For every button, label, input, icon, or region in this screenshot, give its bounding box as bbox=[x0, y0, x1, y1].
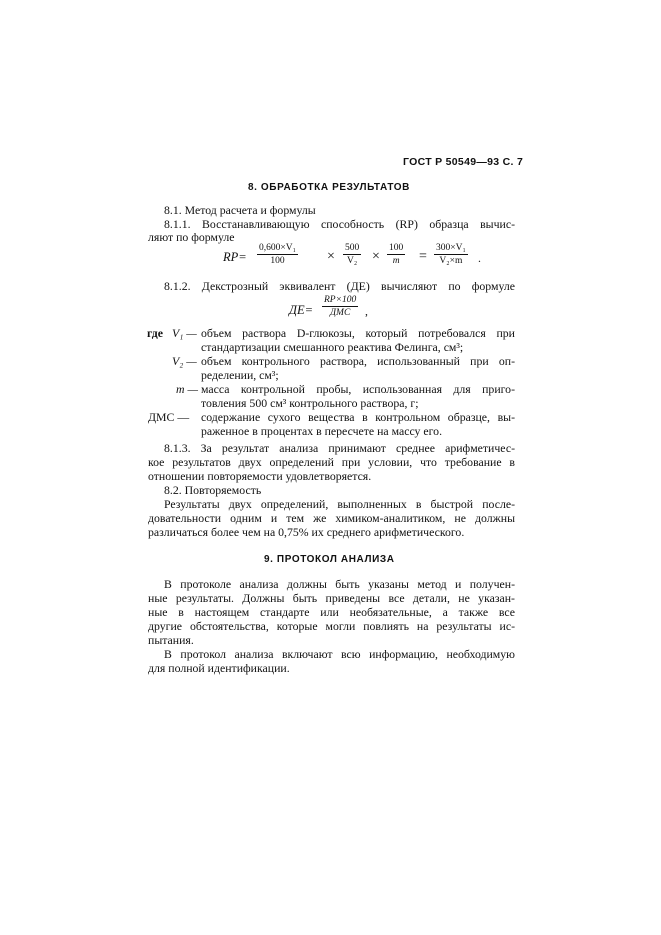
clause-8-1-3-line: кое результатов двух определений при условии, что требование в bbox=[148, 455, 515, 469]
fraction bbox=[257, 243, 298, 266]
formula-rp-lhs: RP= bbox=[223, 250, 247, 264]
legend-symbol: V₁ — bbox=[172, 326, 197, 340]
times-sign: × bbox=[372, 249, 380, 264]
fraction-denominator: V₂×m bbox=[439, 256, 463, 266]
fraction-denominator: m bbox=[392, 256, 400, 266]
clause-8-1-2-line: 8.1.2. Декстрозный эквивалент (ДЕ) вычисляют по формуле bbox=[164, 279, 515, 293]
section-9-paragraph-line: ные результаты. Должны быть приведены все детали, не указан- bbox=[148, 591, 515, 605]
fraction-denominator: 100 bbox=[270, 256, 285, 266]
section-8-title: 8. ОБРАБОТКА РЕЗУЛЬТАТОВ bbox=[248, 182, 410, 193]
clause-8-1-1-line: 8.1.1. Восстанавливающую способность (RP) образца вычис- bbox=[164, 217, 515, 231]
times-sign: × bbox=[327, 249, 335, 264]
legend-text: раженное в процентах в пересчете на массу его. bbox=[201, 424, 443, 438]
formula-de-lhs: ДЕ= bbox=[289, 303, 314, 317]
section-9-paragraph-line: для полной идентификации. bbox=[148, 661, 290, 675]
fraction-denominator: V₂ bbox=[347, 256, 358, 266]
fraction-numerator: 500 bbox=[345, 243, 360, 253]
clause-8-1-1-line: ляют по формуле bbox=[148, 230, 235, 244]
legend-text: стандартизации смешанного реактива Фелинга, см³; bbox=[201, 340, 464, 354]
section-9-paragraph-line: пытания. bbox=[148, 633, 194, 647]
formula-period: . bbox=[478, 251, 481, 265]
legend-symbol: V₂ — bbox=[172, 354, 197, 368]
legend-text: масса контрольной пробы, использованная для приго- bbox=[201, 382, 515, 396]
fraction-numerator: 300×V₁ bbox=[436, 243, 466, 253]
clause-8-1-heading: 8.1. Метод расчета и формулы bbox=[164, 203, 316, 217]
fraction bbox=[434, 243, 468, 266]
fraction bbox=[343, 243, 361, 266]
fraction-denominator: ДМС bbox=[329, 308, 351, 318]
fraction bbox=[387, 243, 405, 266]
legend-text: объем контрольного раствора, использованный при оп- bbox=[201, 354, 515, 368]
section-9-title: 9. ПРОТОКОЛ АНАЛИЗА bbox=[264, 554, 395, 565]
section-9-paragraph-line: ные в настоящем стандарте или необязательные, а также все bbox=[148, 605, 515, 619]
section-9-paragraph-line: В протокол анализа включают всю информацию, необходимую bbox=[164, 647, 515, 661]
legend-symbol: m — bbox=[176, 382, 198, 396]
formula-comma: , bbox=[365, 304, 368, 318]
fraction-numerator: 0,600×V₁ bbox=[259, 243, 296, 253]
standard-reference: ГОСТ Р 50549—93 С. 7 bbox=[403, 156, 524, 168]
clause-8-2-heading: 8.2. Повторяемость bbox=[164, 483, 262, 497]
legend-text: товления 500 см³ контрольного раствора, г; bbox=[201, 396, 419, 410]
section-9-paragraph-line: В протоколе анализа должны быть указаны метод и получен- bbox=[164, 577, 515, 591]
clause-8-1-3-line: отношении повторяемости удовлетворяется. bbox=[148, 469, 372, 483]
clause-8-2-line: довательности одним и тем же химиком-аналитиком, не должны bbox=[148, 511, 515, 525]
legend-text: содержание сухого вещества в контрольном образце, вы- bbox=[201, 410, 515, 424]
legend-text: объем раствора D-глюкозы, который потребовался при bbox=[201, 326, 515, 340]
equals-sign: = bbox=[419, 249, 427, 264]
clause-8-1-3-line: 8.1.3. За результат анализа принимают среднее арифметичес- bbox=[164, 441, 515, 455]
legend-symbol: ДМС — bbox=[148, 410, 190, 424]
fraction-numerator: 100 bbox=[389, 243, 404, 253]
section-9-paragraph-line: другие обстоятельства, которые могли повлиять на результаты ис- bbox=[148, 619, 515, 633]
fraction-numerator: RP×100 bbox=[324, 295, 357, 305]
clause-8-2-line: различаться более чем на 0,75% их среднего арифметического. bbox=[148, 525, 465, 539]
fraction bbox=[322, 295, 358, 318]
legend-where: где bbox=[147, 326, 163, 340]
legend-text: ределении, см³; bbox=[201, 368, 279, 382]
clause-8-2-line: Результаты двух определений, выполненных в быстрой после- bbox=[164, 497, 515, 511]
